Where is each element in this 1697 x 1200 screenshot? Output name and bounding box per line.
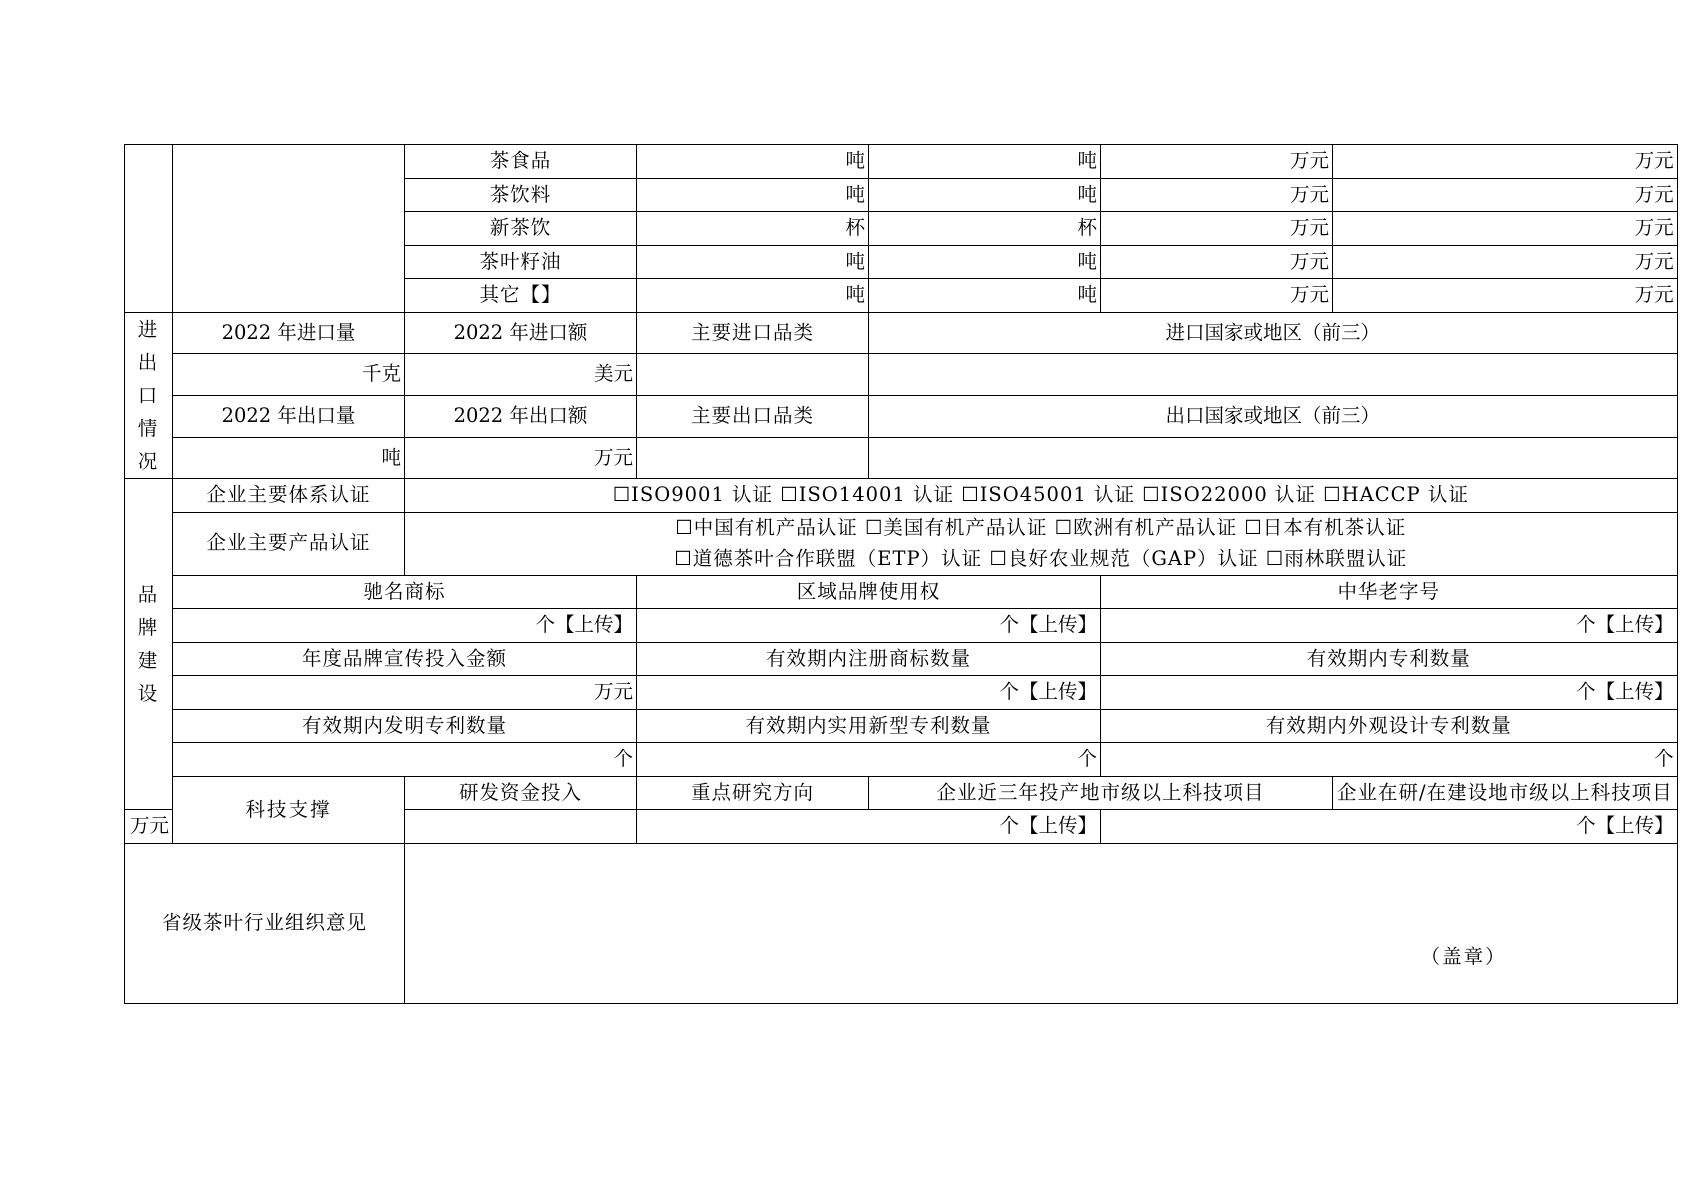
ongoing-projects-label: 企业在研/在建设地市级以上科技项目 [1333,776,1678,810]
export-country-label: 出口国家或地区（前三） [869,395,1678,437]
brand-section-label: 品牌建设 [125,479,173,810]
product-unit-field[interactable]: 吨 [869,279,1101,313]
product-cert-options[interactable] [405,512,1678,575]
product-unit-field[interactable]: 吨 [869,178,1101,212]
trademark-count-label: 有效期内注册商标数量 [637,642,1101,676]
famous-trademark-label: 驰名商标 [173,575,637,609]
product-name: 其它【】 [405,279,637,313]
patent-count-label: 有效期内专利数量 [1101,642,1678,676]
product-unit-field[interactable]: 吨 [637,178,869,212]
product-unit-field[interactable]: 吨 [869,245,1101,279]
export-amt-field[interactable]: 万元 [405,437,637,479]
design-patent-label: 有效期内外观设计专利数量 [1101,709,1678,743]
product-name: 茶饮料 [405,178,637,212]
product-unit-field[interactable]: 万元 [1333,145,1678,179]
product-name: 茶食品 [405,145,637,179]
trademark-count-upload[interactable]: 个【上传】 [637,676,1101,710]
completed-projects-label: 企业近三年投产地市级以上科技项目 [869,776,1333,810]
product-cert-line-1[interactable]: ☐中国有机产品认证 ☐美国有机产品认证 ☐欧洲有机产品认证 ☐日本有机茶认证 [675,516,1407,540]
system-cert-row [125,479,1678,513]
time-honored-label: 中华老字号 [1101,575,1678,609]
product-name: 新茶饮 [405,212,637,246]
product-unit-field[interactable]: 杯 [637,212,869,246]
product-unit-field[interactable]: 万元 [1101,245,1333,279]
product-unit-field[interactable]: 万元 [1333,279,1678,313]
time-honored-upload[interactable]: 个【上传】 [1101,609,1678,643]
seal-label: （盖章） [1420,945,1507,969]
tech-section-label: 科技支撑 [173,776,405,843]
invention-patent-label: 有效期内发明专利数量 [173,709,637,743]
import-amt-field[interactable]: 美元 [405,354,637,396]
import-amt-label: 2022 年进口额 [405,312,637,354]
product-unit-field[interactable]: 杯 [869,212,1101,246]
brand-label-row [125,575,1678,609]
product-unit-field[interactable]: 万元 [1333,178,1678,212]
ongoing-projects-upload[interactable]: 个【上传】 [1101,810,1678,844]
export-qty-label: 2022 年出口量 [173,395,405,437]
export-value-row [125,437,1678,479]
import-qty-label: 2022 年进口量 [173,312,405,354]
promo-amount-label: 年度品牌宣传投入金额 [173,642,637,676]
patent-label-row [125,709,1678,743]
patent-count-upload[interactable]: 个【上传】 [1101,676,1678,710]
product-unit-field[interactable]: 万元 [1101,145,1333,179]
product-unit-field[interactable]: 万元 [1101,212,1333,246]
product-cert-label: 企业主要产品认证 [173,512,405,575]
product-unit-field[interactable]: 万元 [1333,245,1678,279]
product-unit-field[interactable]: 吨 [869,145,1101,179]
trade-section-label: 进出口情况 [125,312,173,479]
import-country-label: 进口国家或地区（前三） [869,312,1678,354]
product-unit-field[interactable]: 万元 [1101,178,1333,212]
opinion-row [125,843,1678,1003]
export-header-row [125,395,1678,437]
export-amt-label: 2022 年出口额 [405,395,637,437]
research-direction-field[interactable] [405,810,637,844]
completed-projects-upload[interactable]: 个【上传】 [637,810,1101,844]
import-country-field[interactable] [869,354,1678,396]
regional-brand-label: 区域品牌使用权 [637,575,1101,609]
design-patent-field[interactable]: 个 [1101,743,1678,777]
product-unit-field[interactable]: 万元 [1101,279,1333,313]
blank-section-cell [125,145,173,313]
regional-brand-upload[interactable]: 个【上传】 [637,609,1101,643]
product-name: 茶叶籽油 [405,245,637,279]
tech-label-row [125,776,1678,810]
utility-patent-label: 有效期内实用新型专利数量 [637,709,1101,743]
import-header-row [125,312,1678,354]
research-direction-label: 重点研究方向 [637,776,869,810]
blank-category-cell [173,145,405,313]
famous-trademark-upload[interactable]: 个【上传】 [173,609,637,643]
opinion-label: 省级茶叶行业组织意见 [125,843,405,1003]
export-category-field[interactable] [637,437,869,479]
export-category-label: 主要出口品类 [637,395,869,437]
rd-funding-field[interactable]: 万元 [125,810,173,844]
product-unit-field[interactable]: 吨 [637,145,869,179]
promo-amount-field[interactable]: 万元 [173,676,637,710]
import-category-label: 主要进口品类 [637,312,869,354]
export-qty-field[interactable]: 吨 [173,437,405,479]
export-country-field[interactable] [869,437,1678,479]
product-cert-line-2[interactable]: ☐道德茶叶合作联盟（ETP）认证 ☐良好农业规范（GAP）认证 ☐雨林联盟认证 [674,546,1408,570]
product-unit-field[interactable]: 万元 [1333,212,1678,246]
product-unit-field[interactable]: 吨 [637,279,869,313]
opinion-field[interactable] [405,843,1678,1003]
import-qty-field[interactable]: 千克 [173,354,405,396]
import-category-field[interactable] [637,354,869,396]
system-cert-options[interactable]: ☐ISO9001 认证 ☐ISO14001 认证 ☐ISO45001 认证 ☐ISO22000 认证 ☐HACCP 认证 [405,479,1678,513]
utility-patent-field[interactable]: 个 [637,743,1101,777]
system-cert-label: 企业主要体系认证 [173,479,405,513]
invention-patent-field[interactable]: 个 [173,743,637,777]
rd-funding-label: 研发资金投入 [405,776,637,810]
brand-value-row [125,609,1678,643]
import-value-row [125,354,1678,396]
product-row [125,145,1678,179]
product-cert-row [125,512,1678,575]
brand-value-row [125,676,1678,710]
brand-label-row [125,642,1678,676]
patent-value-row [125,743,1678,777]
application-form-table [124,144,1678,1004]
product-unit-field[interactable]: 吨 [637,245,869,279]
